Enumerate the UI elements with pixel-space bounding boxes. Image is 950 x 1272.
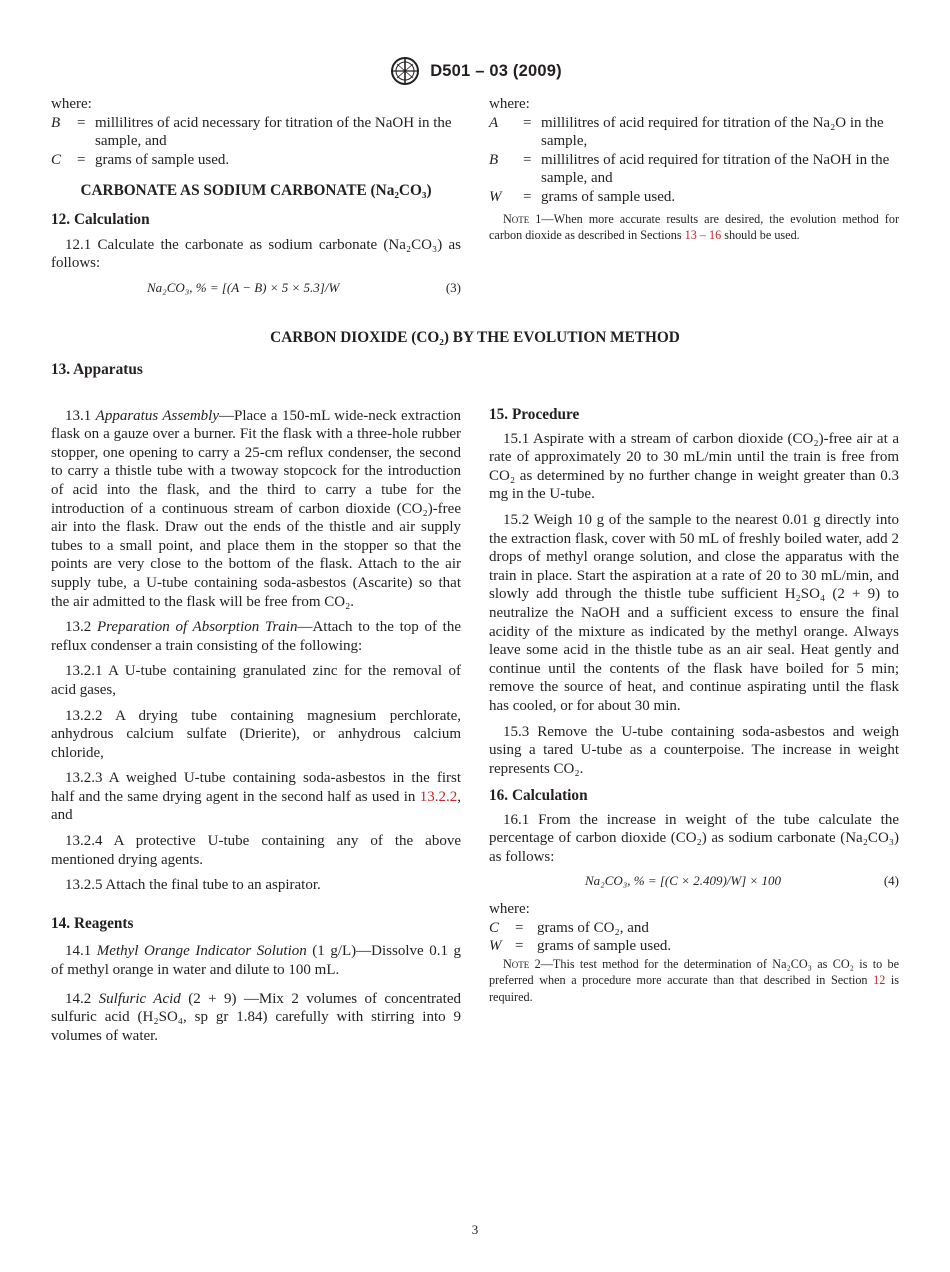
left-top-block	[51, 95, 461, 297]
definition-row: B = millilitres of acid necessary for titration of the NaOH in the sample, and	[51, 114, 452, 150]
page-header	[0, 56, 950, 86]
paragraph-13-2-3: 13.2.3 A weighed U-tube containing soda-asbestos in the first half and the same drying agent in the second half as used in 13.2.2, and	[51, 770, 461, 824]
paragraph-13-2: 13.2 Preparation of Absorption Train—Attach to the top of the reflux condenser a train consisting of the following:	[51, 619, 461, 654]
section-14-heading: 14. Reagents	[51, 914, 134, 932]
section-16-heading: 16. Calculation	[489, 787, 588, 805]
paragraph-14-2: 14.2 Sulfuric Acid (2 + 9) —Mix 2 volumes of concentrated sulfuric acid (H₂SO₄, sp gr 1.84) carefully with stirring into 9 volumes of water.	[51, 990, 462, 1044]
note-2: Note 2—This test method for the determination of Na₂CO₃ as CO₂ is to be preferred when a procedure more accurate than that described in Section 12 is required.	[489, 957, 899, 1004]
page-number: 3	[471, 1222, 479, 1237]
paragraph-15-1: 15.1 Aspirate with a stream of carbon dioxide (CO₂)-free air at a rate of approximately 20 to 30 mL/min until the train is free from CO₂ as determined by no further change in weight greater than 0.3 mg in the U-tube.	[489, 430, 899, 503]
ref-13-2-2-link[interactable]: 13.2.2	[419, 788, 458, 805]
equation-4-number: (4)	[883, 872, 899, 888]
equation-4-expr: Na₂CO₃, % = [(C × 2.409)/W] × 100	[585, 872, 782, 888]
left-column	[51, 361, 461, 1045]
paragraph-13-2-2: 13.2.2 A drying tube containing magnesium perchlorate, anhydrous calcium sulfate (Drierite), or anhydrous calcium chloride,	[51, 707, 461, 761]
section-12-link[interactable]: 12	[873, 973, 886, 988]
note-1-label: Note 1	[503, 211, 542, 226]
paragraph-13-2-1: 13.2.1 A U-tube containing granulated zinc for the removal of acid gases,	[51, 663, 461, 698]
section-13-heading: 13. Apparatus	[51, 361, 143, 378]
equation-4	[489, 872, 899, 891]
paragraph-13-1: 13.1 Apparatus Assembly—Place a 150-mL wide-neck extraction flask on a gauze over a burner. Fit the flask with a three-hole rubber stopper, one opening to carry a 25-cm reflux condenser, the second to carry a thistle tube with a twoway stopcock for the introduction of acid into the flask, and the third to carry a tube for the introduction of a continuous stream of carbon dioxide (CO₂)-free air into the flask. Draw out the ends of the thistle and air supply tubes to a small point, and place them in the stopper so that the points are very close to the bottom of the flask. Attach to the air supply tube, a U-tube containing soda-asbestos (Ascarite) so that the air admitted to the flask will be free from CO₂.	[51, 407, 461, 610]
note-1: Note 1—When more accurate results are desired, the evolution method for carbon dioxide as described in Sections 13 – 16 should be used.	[489, 211, 900, 242]
note-2-label: Note 2	[503, 957, 541, 972]
definition-row: C = grams of sample used.	[51, 151, 230, 168]
paragraph-13-2-5: 13.2.5 Attach the final tube to an aspirator.	[65, 877, 321, 894]
right-column	[489, 406, 899, 1005]
equation-3	[51, 279, 461, 298]
where-label: where:	[489, 901, 530, 918]
right-top-block	[489, 95, 899, 243]
where-label: where:	[489, 96, 530, 112]
definition-row: A = millilitres of acid required for titration of the Na₂O in the sample,	[489, 114, 884, 150]
paragraph-16-1: 16.1 From the increase in weight of the tube calculate the percentage of carbon dioxide (CO₂) as sodium carbonate (Na₂CO₃) as follows:	[489, 811, 899, 866]
equation-3-number: (3)	[445, 279, 461, 295]
carbonate-heading: CARBONATE AS SODIUM CARBONATE (Na₂CO₃)	[80, 182, 432, 200]
paragraph-12-1: 12.1 Calculate the carbonate as sodium carbonate (Na₂CO₃) as follows:	[51, 236, 461, 272]
evolution-method-heading: CARBON DIOXIDE (CO₂) BY THE EVOLUTION METHOD	[270, 329, 680, 346]
document-designation: D501 – 03 (2009)	[430, 61, 562, 80]
definition-row: W = grams of sample used.	[489, 938, 672, 955]
paragraph-15-2: 15.2 Weigh 10 g of the sample to the nearest 0.01 g directly into the extraction flask, cover with 50 mL of freshly boiled water, add 2 drops of methyl orange solution, and close the apparatus with the train in place. Start the aspiration at a rate of 20 to 30 mL/min, and slowly add through the thistle tube sufficient H₂SO₄ (2 + 9) to neutralize the NaOH and a sufficient excess to ensure the final acidity of the mixture as indicated by the methyl orange. Always leave some acid in the thistle tube as an air seal. Heat gently and continue until the contents of the flask have boiled for 5 min; remove the source of heat, and continue aspirating until the flask has cooled, or for about 30 min.	[489, 511, 899, 714]
definition-row: B = millilitres of acid required for titration of the NaOH in the sample, and	[489, 151, 890, 187]
section-15-heading: 15. Procedure	[489, 406, 580, 423]
definition-row: C = grams of CO₂, and	[489, 919, 649, 936]
where-label: where:	[51, 96, 92, 112]
paragraph-14-1: 14.1 Methyl Orange Indicator Solution (1 g/L)—Dissolve 0.1 g of methyl orange in water and dilute to 100 mL.	[51, 943, 461, 979]
equation-3-expr: Na₂CO₃, % = [(A − B) × 5 × 5.3]/W	[147, 279, 340, 295]
sections-13-16-link[interactable]: 13 – 16	[684, 227, 722, 242]
paragraph-13-2-4: 13.2.4 A protective U-tube containing any of the above mentioned drying agents.	[51, 833, 461, 868]
definition-row: W = grams of sample used.	[489, 188, 676, 205]
astm-logo-icon	[388, 56, 422, 86]
paragraph-15-3: 15.3 Remove the U-tube containing soda-asbestos and weigh using a tared U-tube as a counterpoise. The increase in weight represents CO₂.	[489, 723, 899, 777]
section-12-heading: 12. Calculation	[51, 210, 150, 228]
